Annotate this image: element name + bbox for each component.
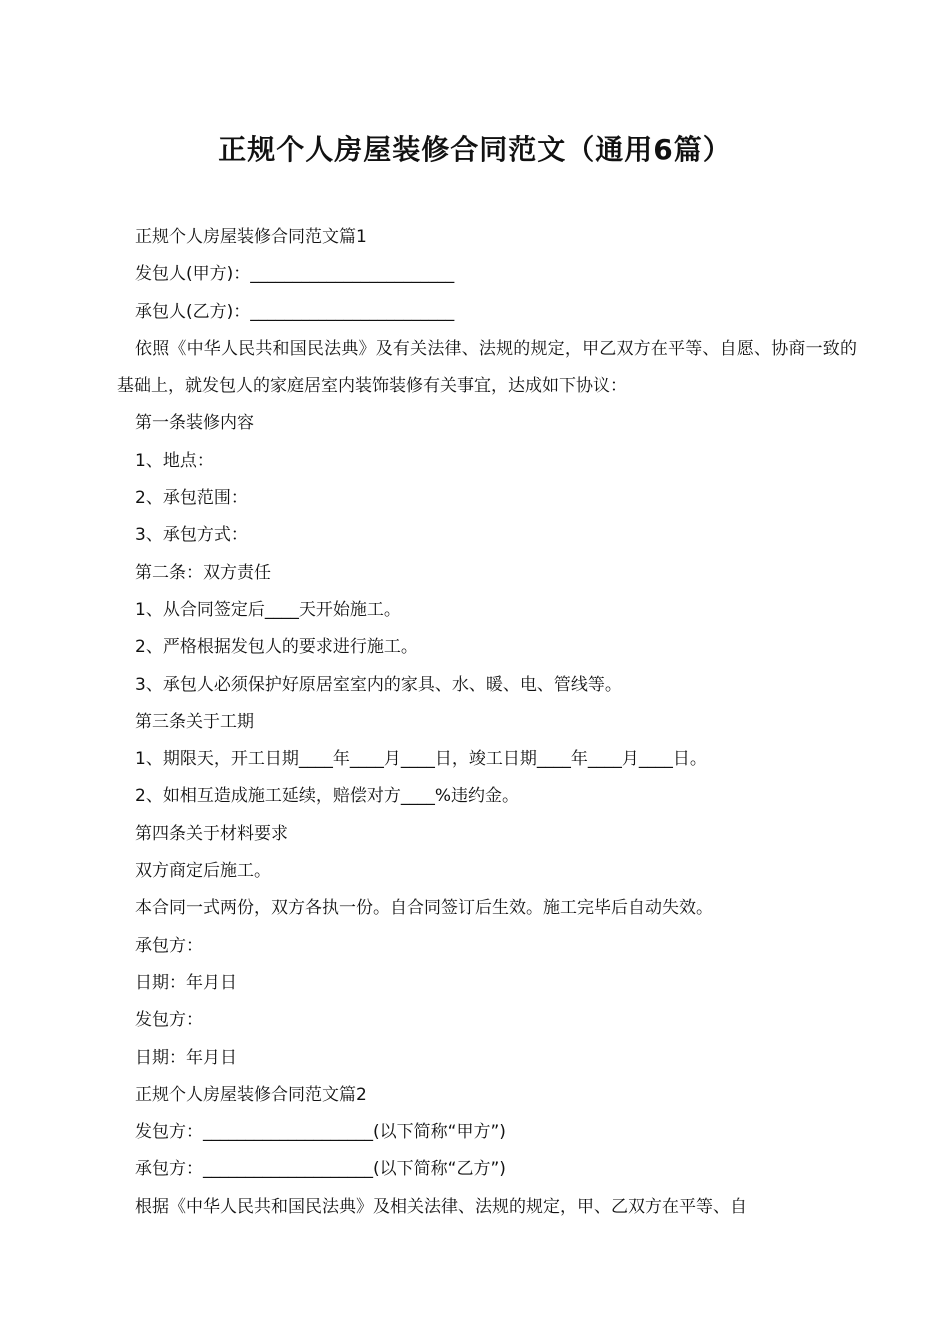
date-line: 日期：年月日 bbox=[135, 972, 237, 993]
signature-line: 发包方： bbox=[135, 1010, 203, 1031]
list-item: 1、从合同签定后____天开始施工。 bbox=[135, 599, 401, 620]
intro-paragraph: 依照《中华人民共和国民法典》及有关法律、法规的规定，甲乙双方在平等、自愿、协商一致的基础上，就发包人的家庭居室内装饰装修有关事宜，达成如下协议： bbox=[117, 338, 857, 397]
list-item: 3、承包方式： bbox=[135, 525, 248, 546]
list-item: 2、严格根据发包人的要求进行施工。 bbox=[135, 637, 418, 658]
section-heading: 正规个人房屋装修合同范文篇1 bbox=[135, 227, 367, 247]
party-a-line: 发包方：____________________(以下简称“甲方”) bbox=[135, 1122, 506, 1143]
paragraph: 根据《中华人民共和国民法典》及相关法律、法规的规定，甲、乙双方在平等、自 bbox=[135, 1196, 747, 1217]
list-item: 3、承包人必须保护好原居室室内的家具、水、暖、电、管线等。 bbox=[135, 674, 622, 695]
article-heading: 第二条：双方责任 bbox=[135, 562, 271, 583]
section-heading: 正规个人房屋装修合同范文篇2 bbox=[135, 1084, 367, 1105]
list-item: 1、地点： bbox=[135, 450, 214, 471]
list-item: 2、如相互造成施工延续，赔偿对方____%违约金。 bbox=[135, 786, 519, 807]
list-item: 1、期限天，开工日期____年____月____日，竣工日期____年____月____日。 bbox=[135, 749, 707, 770]
article-heading: 第四条关于材料要求 bbox=[135, 823, 288, 844]
document-body bbox=[117, 219, 857, 1226]
date-line: 日期：年月日 bbox=[135, 1047, 237, 1068]
article-heading: 第一条装修内容 bbox=[135, 413, 254, 434]
signature-line: 承包方： bbox=[135, 935, 203, 956]
party-a-line: 发包人(甲方)：________________________ bbox=[135, 264, 455, 285]
document-title: 正规个人房屋装修合同范文（通用6篇） bbox=[218, 133, 732, 166]
paragraph: 本合同一式两份，双方各执一份。自合同签订后生效。施工完毕后自动失效。 bbox=[135, 898, 713, 919]
paragraph: 双方商定后施工。 bbox=[135, 861, 271, 882]
party-b-line: 承包人(乙方)：________________________ bbox=[135, 301, 455, 322]
party-b-line: 承包方：____________________(以下简称“乙方”) bbox=[135, 1159, 506, 1180]
list-item: 2、承包范围： bbox=[135, 488, 248, 509]
article-heading: 第三条关于工期 bbox=[135, 711, 254, 732]
